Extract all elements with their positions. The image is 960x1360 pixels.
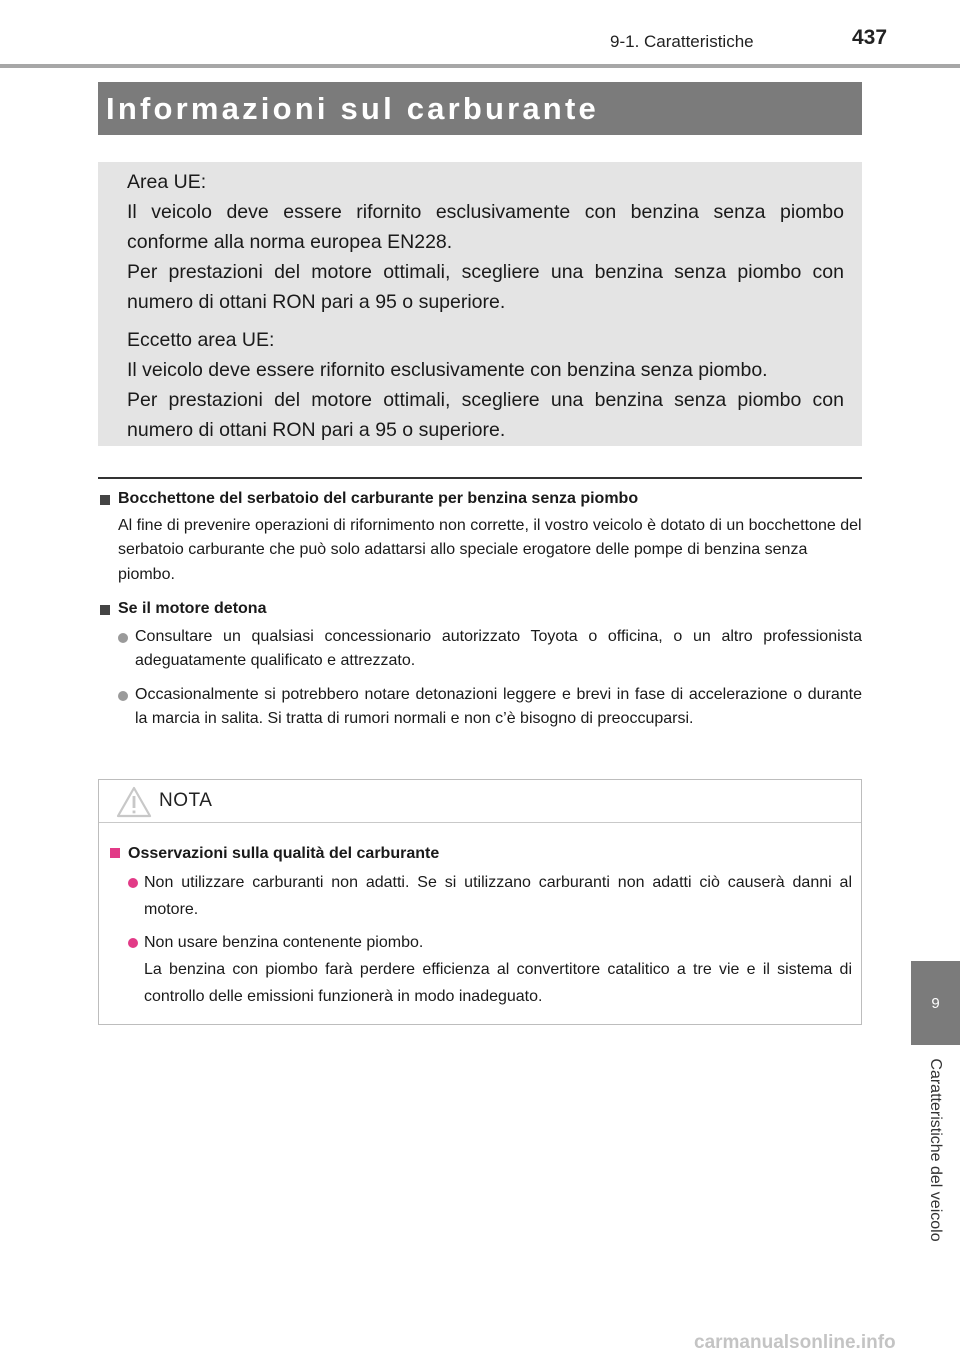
nota-header xyxy=(99,780,861,823)
section-paragraph-fuel-filler: Al fine di prevenire operazioni di rifornimento non corrette, il vostro veicolo è dotato di un bocchettone del serbatoio carburante che può solo adattarsi allo speciale erogatore delle pompe di benzina senza piombo. xyxy=(118,516,862,583)
warning-triangle-icon xyxy=(115,785,153,819)
section-divider xyxy=(98,477,862,479)
page-number: 437 xyxy=(852,26,888,49)
header-divider xyxy=(0,64,960,68)
section-heading-engine-knock: Se il motore detona xyxy=(98,597,862,622)
chapter-number: 9 xyxy=(931,994,940,1012)
nota-bullet-2-line-2: La benzina con piombo farà perdere efficienza al convertitore catalitico a tre vie e il sistema di controllo delle emissioni funzionerà in modo inadeguato. xyxy=(144,961,852,1005)
list-item: Consultare un qualsiasi concessionario autorizzato Toyota o officina, o un altro professionista adeguatamente qualificato e attrezzato. xyxy=(98,625,862,674)
chapter-tab[interactable] xyxy=(911,961,960,1045)
nota-bullet-2-line-1: Non usare benzina contenente piombo. xyxy=(144,934,424,951)
list-item xyxy=(108,929,852,1010)
fuel-info-box xyxy=(98,162,862,446)
nota-body xyxy=(99,823,861,1010)
nota-heading: Osservazioni sulla qualità del carburante xyxy=(108,840,852,867)
title-bar xyxy=(98,82,862,135)
non-eu-heading: Eccetto area UE: xyxy=(127,329,275,351)
nota-label: NOTA xyxy=(159,790,213,811)
eu-text-1: Il veicolo deve essere rifornito esclusivamente con benzina senza piombo conforme alla norma europea EN228. xyxy=(127,201,844,253)
non-eu-text-2: Per prestazioni del motore ottimali, scegliere una benzina senza piombo con numero di ottani RON pari a 95 o superiore. xyxy=(127,389,844,441)
list-item: Occasionalmente si potrebbero notare detonazioni leggere e brevi in fase di accelerazione o durante la marcia in salita. Si tratta di rumori normali e non c’è bisogno di preoccuparsi. xyxy=(98,683,862,732)
non-eu-text-1: Il veicolo deve essere rifornito esclusivamente con benzina senza piombo. xyxy=(127,359,768,381)
watermark: carmanualsonline.info xyxy=(694,1332,896,1353)
chapter-label: Caratteristiche del veicolo xyxy=(927,1058,944,1242)
list-item: Non utilizzare carburanti non adatti. Se si utilizzano carburanti non adatti ciò causerà danni al motore. xyxy=(108,869,852,923)
page-title: Informazioni sul carburante xyxy=(106,90,599,126)
eu-heading: Area UE: xyxy=(127,171,207,193)
eu-text-2: Per prestazioni del motore ottimali, scegliere una benzina senza piombo con numero di ottani RON pari a 95 o superiore. xyxy=(127,261,844,313)
main-content xyxy=(98,487,862,732)
header-section-label: 9-1. Caratteristiche xyxy=(610,32,754,51)
nota-box xyxy=(98,779,862,1025)
section-heading-fuel-filler: Bocchettone del serbatoio del carburante per benzina senza piombo xyxy=(98,487,862,512)
